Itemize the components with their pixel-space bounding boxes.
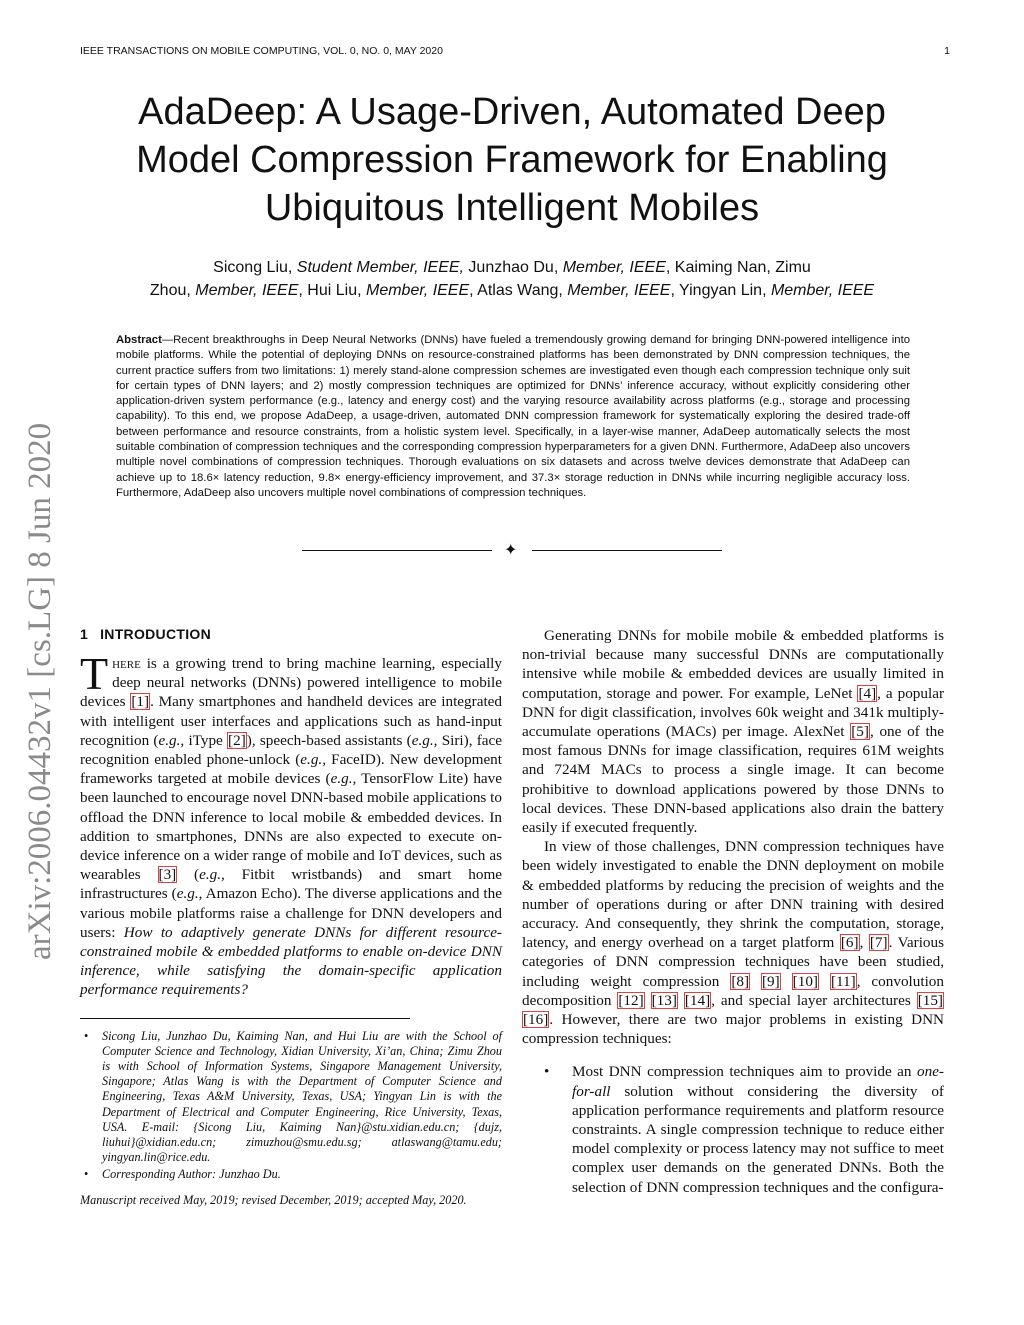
page-number: 1 xyxy=(944,45,950,57)
citation-link[interactable]: [11] xyxy=(830,972,856,990)
title-line-1: AdaDeep: A Usage-Driven, Automated Deep xyxy=(138,91,886,133)
journal-header: IEEE TRANSACTIONS ON MOBILE COMPUTING, VOL. 0, NO. 0, MAY 2020 xyxy=(80,45,443,57)
title-line-2: Model Compression Framework for Enabling xyxy=(136,139,888,181)
author-line-1: Sicong Liu, Student Member, IEEE, Junzhao Du, Member, IEEE, Kaiming Nan, Zimu xyxy=(213,259,811,276)
dropcap-letter: T xyxy=(80,648,109,699)
citation-link[interactable]: [14] xyxy=(684,991,711,1009)
problem-list xyxy=(522,1062,944,1196)
paragraph-compression: In view of those challenges, DNN compression techniques have been widely investigated to enable the DNN deployment on mobile & embedded platforms by reducing the precision of weights and the number of operations during or after DNN training with desired accuracy. And consequently, they shrink the computation, storage, latency, and energy overhead on a target platform [6], [7]. Various categories of DNN compression techniques have been studied, including weight compression [8] [9] [10] [11], convolution decomposition [12] [13] [14], and special layer architectures [15] [16]. However, there are two major problems in existing DNN compression techniques: xyxy=(522,838,945,1048)
citation-link[interactable]: [3] xyxy=(158,866,177,884)
right-column xyxy=(522,626,944,1197)
author-line-2: Zhou, Member, IEEE, Hui Liu, Member, IEEE, Atlas Wang, Member, IEEE, Yingyan Lin, Member, IEEE xyxy=(149,282,875,299)
abstract-label: Abstract xyxy=(116,334,162,346)
abstract: Abstract—Recent breakthroughs in Deep Neural Networks (DNNs) have fueled a tremendously growing demand for bringing DNN-powered intelligence into mobile platforms. While the potential of deploying DNNs on resource-constrained platforms has been demonstrated by DNN compression techniques, the current practice suffers from two limitations: 1) merely stand-alone compression schemes are investigated even though each compression technique only suit for certain types of DNN layers; and 2) mostly compression techniques are optimized for DNNs’ inference accuracy, without explicitly considering other application-driven system performance (e.g., latency and energy cost) and the varying resource availability across platforms (e.g., storage and processing capability). To this end, we propose AdaDeep, a usage-driven, automated DNN compression framework for systematically exploring the desired trade-off between performance and resource constraints, from a holistic system level. Specifically, in a layer-wise manner, AdaDeep automatically selects the most suitable combination of compression techniques and the corresponding compression hyperparameters for a given DNN. Furthermore, AdaDeep also uncovers multiple novel combinations of compression techniques. Thorough evaluations on six datasets and across twelve devices demonstrate that AdaDeep can achieve up to 18.6× latency reduction, 9.8× energy-efficiency improvement, and 37.3× storage reduction in DNNs while incurring negligible accuracy loss. Furthermore, AdaDeep also uncovers multiple novel combinations of compression techniques. xyxy=(116,334,911,499)
energy-improvement-value: 9.8× xyxy=(318,471,341,484)
section-number: 1 xyxy=(80,626,89,642)
list-item: • Most DNN compression techniques aim to provide an one-for-all solution without considering the diversity of application performance requirements and platform resource constraints. A single compression technique to reduce either model complexity or process latency may not suffice to meet complex user demands on the generated DNNs. Both the selection of DNN compression techniques and the configura- xyxy=(544,1063,944,1196)
left-column xyxy=(80,624,502,1208)
bullet-icon: • xyxy=(544,1063,550,1081)
arxiv-stamp: arXiv:2006.04432v1 [cs.LG] 8 Jun 2020 xyxy=(22,422,58,960)
manuscript-received: Manuscript received May, 2019; revised December, 2019; accepted May, 2020. xyxy=(80,1192,467,1207)
section-heading xyxy=(80,624,502,644)
footnote-rule xyxy=(80,1018,410,1019)
citation-link[interactable]: [7] xyxy=(869,934,888,952)
intro-paragraph: There is a growing trend to bring machine learning, especially deep neural networks (DNNs) powered intelligence to mobile devices [1]. Many smartphones and handheld devices are integrated with intelligent user interfaces and applications such as hand-input recognition (e.g., iType [2]), speech-based assistants (e.g., Siri), face recognition enabled phone-unlock (e.g., FaceID). New development frameworks targeted at mobile devices (e.g., TensorFlow Lite) have been launched to encourage novel DNN-based mobile applications to offload the DNN inference to local mobile & embedded devices. In addition to smartphones, DNNs are also expected to execute on-device inference on a wider range of mobile and IoT devices, such as wearables [3] (e.g., Fitbit wristbands) and smart home infrastructures (e.g., Amazon Echo). The diverse applications and the various mobile platforms raise a challenge for DNN developers and users: How to adaptively generate DNNs for different resource-constrained mobile & embedded platforms to enable on-device DNN inference, while satisfying the domain-specific application performance requirements? xyxy=(80,648,503,999)
footnote-corresponding: • Corresponding Author: Junzhao Du. xyxy=(84,1167,281,1182)
citation-link[interactable]: [2] xyxy=(228,731,246,749)
title-line-3: Ubiquitous Intelligent Mobiles xyxy=(264,187,760,229)
citation-link[interactable]: [13] xyxy=(651,991,677,1009)
storage-reduction-value: 37.3× xyxy=(531,471,561,484)
section-title: INTRODUCTION xyxy=(100,626,212,642)
divider-rule-right xyxy=(532,550,722,551)
divider-rule-left xyxy=(302,550,492,551)
research-question: How to adaptively generate DNNs for different resource-constrained mobile & embedded platforms to enable on-device DNN inference, while satisfying the domain-specific application performance requirements? xyxy=(80,923,502,999)
paragraph-challenges: Generating DNNs for mobile mobile & embedded platforms is non-trivial because many successful DNNs are computationally intensive while mobile & embedded devices are usually limited in computation, storage and power. For example, LeNet [4], a popular DNN for digit classification, involves 60k weight and 341k multiply-accumulate operations (MACs) per image. AlexNet [5], one of the most famous DNNs for image classification, requires 61M weights and 724M MACs to process a single image. It can become prohibitive to download applications powered by those DNNs to local devices. These DNN-based applications also drain the battery easily if executed frequently. xyxy=(522,627,945,837)
citation-link[interactable]: [4] xyxy=(858,684,877,702)
footnote-affiliations: • Sicong Liu, Junzhao Du, Kaiming Nan, and Hui Liu are with the School of Computer Science and Technology, Xidian University, Xi’an, China; Zimu Zhou is with School of Information Systems, Singapore Management University, Singapore; Atlas Wang is with the Department of Computer Science and Engineering, Texas A&M University, Texas, USA; Yingyan Lin is with the Department of Electrical and Computer Engineering, Rice University, Texas, USA. E-mail: {Sicong Liu, Kaiming Nan}@stu.xidian.edu.cn; {dujz, liuhui}@xidian.edu.cn; zimuzhou@smu.edu.sg; atlaswang@tamu.edu; yingyan.lin@rice.edu. xyxy=(84,1028,502,1165)
citation-link[interactable]: [9] xyxy=(762,972,780,990)
citation-link[interactable]: [1] xyxy=(131,693,150,711)
citation-link[interactable]: [12] xyxy=(618,991,644,1009)
citation-link[interactable]: [16] xyxy=(523,1011,549,1029)
running-head xyxy=(80,45,950,61)
citation-link[interactable]: [8] xyxy=(731,972,750,990)
divider-star-icon: ✦ xyxy=(504,540,518,559)
paper-title xyxy=(90,88,934,232)
citation-link[interactable]: [6] xyxy=(840,934,859,952)
citation-link[interactable]: [15] xyxy=(917,991,943,1009)
footnotes xyxy=(80,1029,502,1183)
latency-reduction-value: 18.6× xyxy=(190,471,220,484)
citation-link[interactable]: [10] xyxy=(792,972,818,990)
citation-link[interactable]: [5] xyxy=(851,723,869,741)
author-list xyxy=(80,256,944,302)
section-divider xyxy=(302,540,722,559)
